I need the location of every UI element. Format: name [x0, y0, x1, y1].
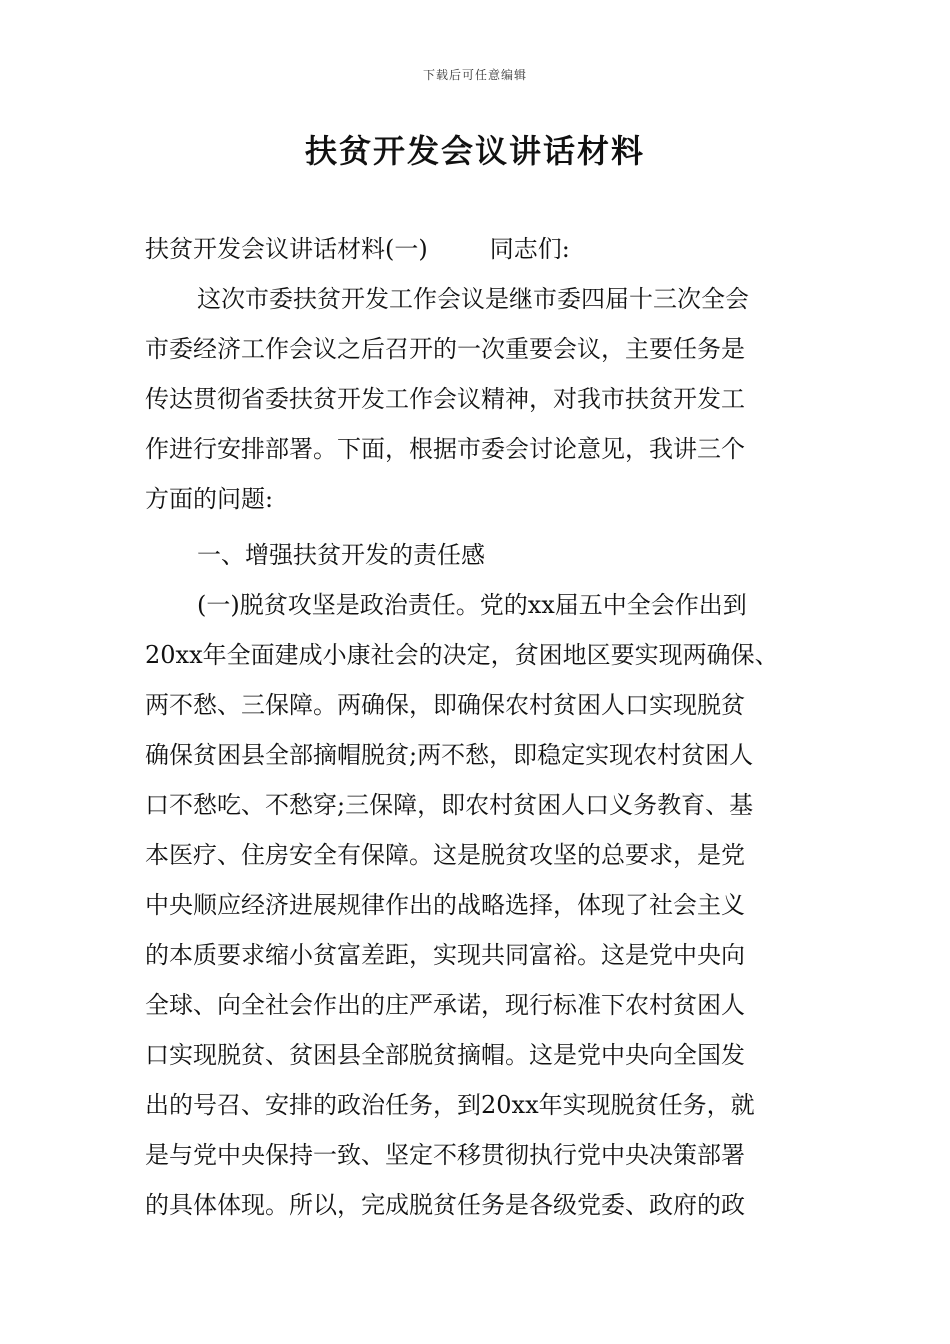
- paragraph-line: 中央顺应经济进展规律作出的战略选择，体现了社会主义: [145, 891, 745, 919]
- paragraph-1: [145, 274, 805, 524]
- paragraph-line: 20xx年全面建成小康社会的决定，贫困地区要实现两确保、: [145, 641, 779, 669]
- document-subtitle: 扶贫开发会议讲话材料(一): [145, 235, 428, 263]
- paragraph-line: 两不愁、三保障。两确保，即确保农村贫困人口实现脱贫: [145, 691, 745, 719]
- paragraph-line: 作进行安排部署。下面，根据市委会讨论意见，我讲三个: [145, 435, 745, 463]
- salutation: 同志们:: [489, 235, 570, 263]
- paragraph-line: 这次市委扶贫开发工作会议是继市委四届十三次全会: [197, 285, 749, 313]
- paragraph-line: 确保贫困县全部摘帽脱贫;两不愁，即稳定实现农村贫困人: [145, 741, 754, 769]
- paragraph-line: 是与党中央保持一致、坚定不移贯彻执行党中央决策部署: [145, 1141, 745, 1169]
- paragraph-line: 传达贯彻省委扶贫开发工作会议精神，对我市扶贫开发工: [145, 385, 745, 413]
- subtitle-line: [145, 224, 805, 274]
- paragraph-line: 方面的问题:: [145, 485, 274, 513]
- paragraph-line: 的本质要求缩小贫富差距，实现共同富裕。这是党中央向: [145, 941, 745, 969]
- paragraph-line: 口实现脱贫、贫困县全部脱贫摘帽。这是党中央向全国发: [145, 1041, 745, 1069]
- paragraph-line: 的具体体现。所以，完成脱贫任务是各级党委、政府的政: [145, 1191, 745, 1219]
- header-note: 下载后可任意编辑: [422, 68, 527, 82]
- paragraph-2: [145, 580, 805, 1230]
- document-title: 扶贫开发会议讲话材料: [304, 132, 645, 170]
- paragraph-line: 口不愁吃、不愁穿;三保障，即农村贫困人口义务教育、基: [145, 791, 754, 819]
- section-heading: 一、增强扶贫开发的责任感: [197, 541, 485, 569]
- paragraph-line: 出的号召、安排的政治任务，到20xx年实现脱贫任务，就: [145, 1091, 755, 1119]
- paragraph-line: (一)脱贫攻坚是政治责任。党的xx届五中全会作出到: [197, 591, 747, 619]
- document-body: [145, 224, 805, 1230]
- paragraph-line: 全球、向全社会作出的庄严承诺，现行标准下农村贫困人: [145, 991, 745, 1019]
- paragraph-line: 本医疗、住房安全有保障。这是脱贫攻坚的总要求，是党: [145, 841, 745, 869]
- paragraph-line: 市委经济工作会议之后召开的一次重要会议，主要任务是: [145, 335, 745, 363]
